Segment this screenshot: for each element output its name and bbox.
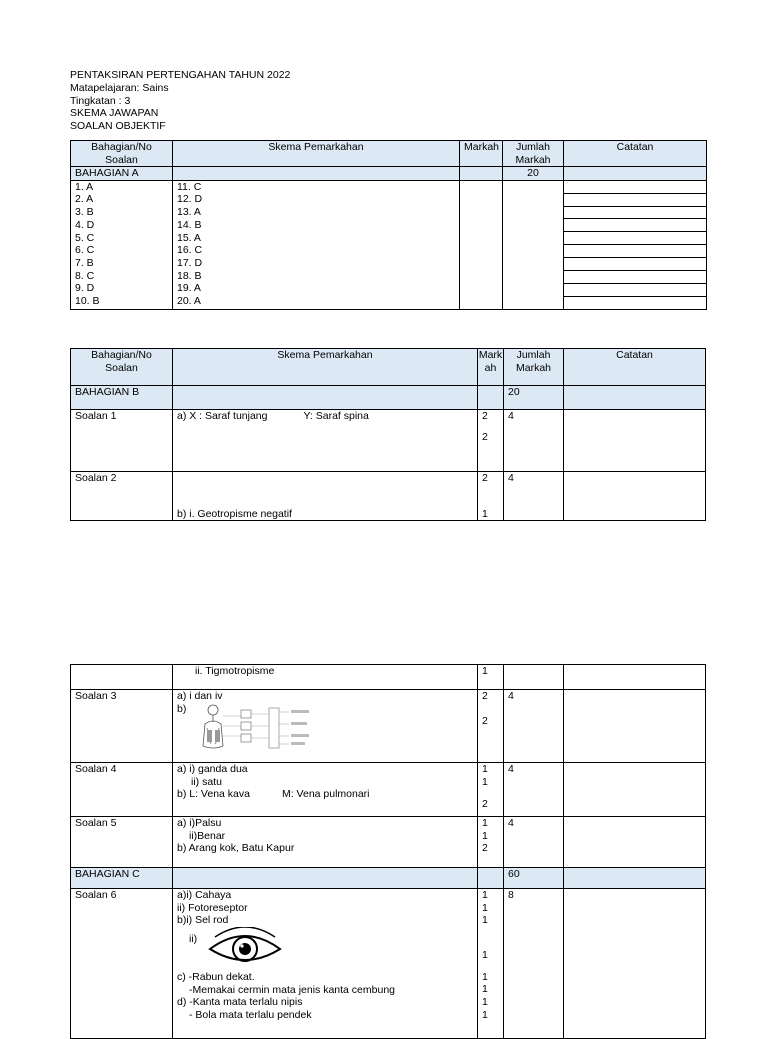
section-total: 20: [503, 167, 564, 181]
header-markah: Markah: [460, 141, 503, 167]
header-bahagian: Bahagian/No Soalan: [71, 141, 173, 167]
section-total: 20: [504, 386, 564, 410]
answer-item: 14. B: [177, 218, 202, 231]
question-answer: a) X : Saraf tunjang Y: Saraf spina: [173, 410, 478, 472]
header-skema: Skema Pemarkahan: [173, 141, 460, 167]
question-answer: b) i. Geotropisme negatif: [173, 472, 478, 521]
eye-diagram: [207, 927, 283, 969]
question-total: 8: [504, 889, 564, 1039]
section-type-line: SOALAN OBJEKTIF: [70, 120, 166, 133]
document-header: [70, 69, 290, 133]
table-bahagian-b: [70, 348, 706, 521]
answers-1-10: [71, 180, 173, 309]
question-label: Soalan 3: [71, 690, 173, 763]
question-total: 4: [504, 690, 564, 763]
question-total: 4: [504, 410, 564, 472]
answer-item: 20. A: [177, 294, 201, 307]
header-jumlah: Jumlah Markah: [503, 141, 564, 167]
answer-item: 2. A: [75, 193, 94, 206]
question-marks: 1: [478, 665, 504, 690]
question-label: Soalan 5: [71, 817, 173, 868]
table-continuation: [70, 664, 706, 1039]
header-catatan: Catatan: [564, 349, 706, 386]
answers-11-20: [173, 180, 460, 309]
question-answer: a) i)Palsu ii)Benar b) Arang kok, Batu Kapur: [173, 817, 478, 868]
subject-line: Matapelajaran: Sains: [70, 81, 169, 94]
question-total: 4: [504, 472, 564, 521]
section-label: BAHAGIAN A: [71, 167, 173, 181]
form-line: Tingkatan : 3: [70, 94, 131, 107]
answer-item: 12. D: [177, 193, 203, 206]
answer-item: 17. D: [177, 256, 203, 269]
question-answer: ii. Tigmotropisme: [173, 665, 478, 690]
answer-item: 7. B: [75, 256, 94, 269]
header-catatan: Catatan: [564, 141, 707, 167]
question-label: Soalan 2: [71, 472, 173, 521]
answer-item: 19. A: [177, 282, 201, 295]
header-skema: Skema Pemarkahan: [173, 349, 478, 386]
answer-item: 13. A: [177, 206, 201, 219]
answer-item: 1. A: [75, 180, 94, 193]
answer-item: 4. D: [75, 218, 95, 231]
exam-title: PENTAKSIRAN PERTENGAHAN TAHUN 2022: [70, 69, 291, 81]
answer-item: 9. D: [75, 282, 95, 295]
answer-item: 5. C: [75, 231, 95, 244]
question-label: Soalan 6: [71, 889, 173, 1039]
question-marks: 2 1: [478, 472, 504, 521]
answer-item: 3. B: [75, 206, 94, 219]
catatan-lines: [564, 180, 707, 309]
question-answer: a)i) Cahaya ii) Fotoreseptor b)i) Sel rod ii) c) -Rabun dekat. -Memakai cermin mata jenis kanta cembung d) -Kanta mata terlalu nipis - Bola mata terlalu pendek: [173, 889, 478, 1039]
header-bahagian: Bahagian/No Soalan: [71, 349, 173, 386]
answer-item: 10. B: [75, 294, 100, 307]
answer-item: 11. C: [177, 180, 202, 193]
question-marks: 1 1 2: [478, 763, 504, 817]
header-jumlah: Jumlah Markah: [504, 349, 564, 386]
answer-item: 16. C: [177, 244, 203, 257]
question-answer: a) i) ganda dua ii) satu b) L: Vena kava M: Vena pulmonari: [173, 763, 478, 817]
question-marks: 1 1 2: [478, 817, 504, 868]
question-marks: 2 2: [478, 690, 504, 763]
section-label: BAHAGIAN C: [71, 868, 173, 889]
respiratory-system-diagram: [199, 702, 315, 756]
question-marks: 1 1 1 1 1 1 1 1: [478, 889, 504, 1039]
question-answer: a) i dan iv b): [173, 690, 478, 763]
answer-item: 8. C: [75, 269, 95, 282]
answer-item: 18. B: [177, 269, 202, 282]
question-label: Soalan 4: [71, 763, 173, 817]
answer-item: 6. C: [75, 244, 95, 257]
question-total: 4: [504, 763, 564, 817]
table-bahagian-a: [70, 140, 707, 310]
answer-item: 15. A: [177, 231, 201, 244]
section-label: BAHAGIAN B: [71, 386, 173, 410]
question-marks: 2 2: [478, 410, 504, 472]
section-total: 60: [504, 868, 564, 889]
scheme-line: SKEMA JAWAPAN: [70, 107, 159, 120]
header-markah: Markah: [478, 349, 504, 386]
question-total: 4: [504, 817, 564, 868]
question-label: Soalan 1: [71, 410, 173, 472]
